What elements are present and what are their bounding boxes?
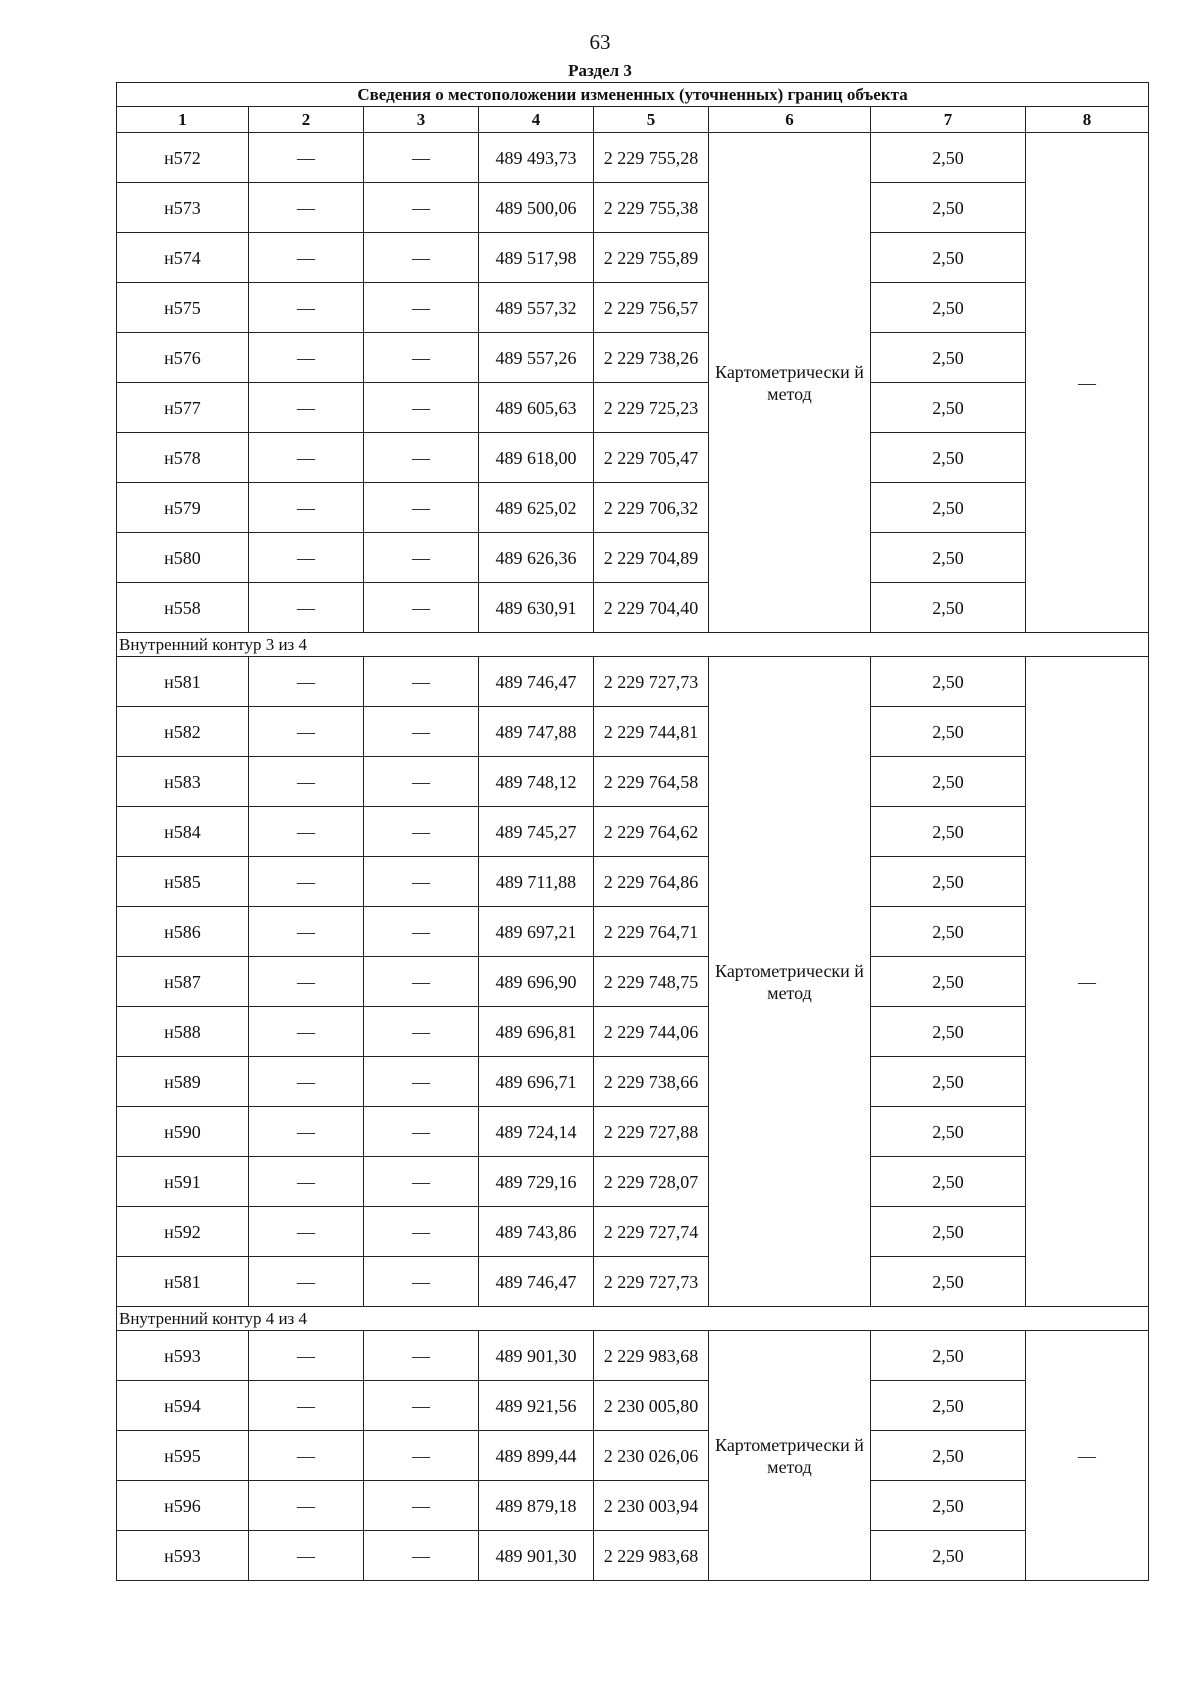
accuracy-cell: 2,50 [871,133,1026,183]
point-name-cell: н575 [117,283,249,333]
point-name-cell: н585 [117,857,249,907]
table-row [117,1431,1149,1481]
contour-caption-row [117,1307,1149,1331]
accuracy-cell: 2,50 [871,1531,1026,1581]
point-name-cell: н589 [117,1057,249,1107]
x-coordinate-cell: 489 630,91 [479,583,594,633]
y-coordinate-cell: 2 229 727,88 [594,1107,709,1157]
column-3-cell: — [364,1107,479,1157]
x-coordinate-cell: 489 724,14 [479,1107,594,1157]
column-3-cell: — [364,483,479,533]
y-coordinate-cell: 2 229 738,66 [594,1057,709,1107]
method-cell: Картометрически й метод [709,657,871,1307]
column-header: 6 [709,107,871,133]
table-row [117,807,1149,857]
column-2-cell: — [249,133,364,183]
table-row [117,1107,1149,1157]
x-coordinate-cell: 489 696,81 [479,1007,594,1057]
accuracy-cell: 2,50 [871,533,1026,583]
column-header: 7 [871,107,1026,133]
column-3-cell: — [364,1157,479,1207]
column-2-cell: — [249,583,364,633]
x-coordinate-cell: 489 729,16 [479,1157,594,1207]
point-name-cell: н574 [117,233,249,283]
column-2-cell: — [249,1057,364,1107]
point-name-cell: н596 [117,1481,249,1531]
column-3-cell: — [364,533,479,583]
x-coordinate-cell: 489 879,18 [479,1481,594,1531]
x-coordinate-cell: 489 901,30 [479,1531,594,1581]
point-name-cell: н591 [117,1157,249,1207]
accuracy-cell: 2,50 [871,1481,1026,1531]
y-coordinate-cell: 2 229 764,58 [594,757,709,807]
contour-caption: Внутренний контур 4 из 4 [117,1307,1149,1331]
x-coordinate-cell: 489 745,27 [479,807,594,857]
column-2-cell: — [249,1007,364,1057]
column-3-cell: — [364,433,479,483]
point-name-cell: н581 [117,1257,249,1307]
accuracy-cell: 2,50 [871,957,1026,1007]
column-3-cell: — [364,1207,479,1257]
y-coordinate-cell: 2 229 764,62 [594,807,709,857]
accuracy-cell: 2,50 [871,757,1026,807]
column-2-cell: — [249,433,364,483]
table-row [117,1007,1149,1057]
column-3-cell: — [364,583,479,633]
table-row [117,433,1149,483]
column-header: 4 [479,107,594,133]
table-row [117,233,1149,283]
accuracy-cell: 2,50 [871,583,1026,633]
table-row [117,857,1149,907]
point-name-cell: н593 [117,1331,249,1381]
column-2-cell: — [249,707,364,757]
table-row [117,657,1149,707]
y-coordinate-cell: 2 229 748,75 [594,957,709,1007]
accuracy-cell: 2,50 [871,1107,1026,1157]
x-coordinate-cell: 489 901,30 [479,1331,594,1381]
x-coordinate-cell: 489 747,88 [479,707,594,757]
column-2-cell: — [249,1157,364,1207]
x-coordinate-cell: 489 746,47 [479,1257,594,1307]
y-coordinate-cell: 2 229 756,57 [594,283,709,333]
method-cell: Картометрически й метод [709,133,871,633]
x-coordinate-cell: 489 557,32 [479,283,594,333]
column-8-cell: — [1026,657,1149,1307]
column-3-cell: — [364,807,479,857]
column-3-cell: — [364,957,479,1007]
accuracy-cell: 2,50 [871,1431,1026,1481]
point-name-cell: н577 [117,383,249,433]
accuracy-cell: 2,50 [871,433,1026,483]
column-2-cell: — [249,533,364,583]
column-2-cell: — [249,1257,364,1307]
column-header: 3 [364,107,479,133]
x-coordinate-cell: 489 605,63 [479,383,594,433]
accuracy-cell: 2,50 [871,233,1026,283]
table-row [117,333,1149,383]
column-3-cell: — [364,233,479,283]
y-coordinate-cell: 2 229 725,23 [594,383,709,433]
point-name-cell: н581 [117,657,249,707]
y-coordinate-cell: 2 230 005,80 [594,1381,709,1431]
column-2-cell: — [249,1381,364,1431]
table-row [117,1207,1149,1257]
x-coordinate-cell: 489 899,44 [479,1431,594,1481]
point-name-cell: н590 [117,1107,249,1157]
point-name-cell: н594 [117,1381,249,1431]
x-coordinate-cell: 489 500,06 [479,183,594,233]
contour-caption: Внутренний контур 3 из 4 [117,633,1149,657]
table-row [117,1381,1149,1431]
y-coordinate-cell: 2 229 744,81 [594,707,709,757]
column-3-cell: — [364,333,479,383]
column-2-cell: — [249,657,364,707]
accuracy-cell: 2,50 [871,657,1026,707]
table-row [117,183,1149,233]
y-coordinate-cell: 2 229 764,71 [594,907,709,957]
column-3-cell: — [364,1257,479,1307]
accuracy-cell: 2,50 [871,707,1026,757]
table-row [117,1257,1149,1307]
y-coordinate-cell: 2 229 983,68 [594,1531,709,1581]
table-row [117,707,1149,757]
point-name-cell: н587 [117,957,249,1007]
y-coordinate-cell: 2 229 727,74 [594,1207,709,1257]
column-2-cell: — [249,1531,364,1581]
table-row [117,1057,1149,1107]
x-coordinate-cell: 489 625,02 [479,483,594,533]
accuracy-cell: 2,50 [871,333,1026,383]
x-coordinate-cell: 489 921,56 [479,1381,594,1431]
column-3-cell: — [364,383,479,433]
column-3-cell: — [364,757,479,807]
column-header: 1 [117,107,249,133]
column-3-cell: — [364,1481,479,1531]
accuracy-cell: 2,50 [871,1331,1026,1381]
y-coordinate-cell: 2 230 003,94 [594,1481,709,1531]
x-coordinate-cell: 489 557,26 [479,333,594,383]
column-2-cell: — [249,857,364,907]
accuracy-cell: 2,50 [871,1007,1026,1057]
table-title: Сведения о местоположении измененных (уточненных) границ объекта [117,83,1149,107]
page-number: 63 [589,30,611,54]
point-name-cell: н595 [117,1431,249,1481]
point-name-cell: н576 [117,333,249,383]
contour-caption-row [117,633,1149,657]
accuracy-cell: 2,50 [871,807,1026,857]
column-3-cell: — [364,1531,479,1581]
table-row [117,583,1149,633]
boundary-coordinates-table [116,82,1149,1581]
x-coordinate-cell: 489 696,71 [479,1057,594,1107]
x-coordinate-cell: 489 618,00 [479,433,594,483]
table-row [117,133,1149,183]
column-2-cell: — [249,183,364,233]
point-name-cell: н572 [117,133,249,183]
accuracy-cell: 2,50 [871,857,1026,907]
table-row [117,1531,1149,1581]
y-coordinate-cell: 2 229 704,89 [594,533,709,583]
column-2-cell: — [249,1431,364,1481]
column-2-cell: — [249,907,364,957]
point-name-cell: н584 [117,807,249,857]
column-header-row [117,107,1149,133]
x-coordinate-cell: 489 696,90 [479,957,594,1007]
x-coordinate-cell: 489 746,47 [479,657,594,707]
accuracy-cell: 2,50 [871,1057,1026,1107]
point-name-cell: н580 [117,533,249,583]
accuracy-cell: 2,50 [871,1207,1026,1257]
point-name-cell: н588 [117,1007,249,1057]
x-coordinate-cell: 489 697,21 [479,907,594,957]
column-3-cell: — [364,133,479,183]
column-3-cell: — [364,183,479,233]
y-coordinate-cell: 2 229 755,38 [594,183,709,233]
x-coordinate-cell: 489 743,86 [479,1207,594,1257]
y-coordinate-cell: 2 229 755,28 [594,133,709,183]
column-header: 5 [594,107,709,133]
point-name-cell: н583 [117,757,249,807]
table-row [117,907,1149,957]
accuracy-cell: 2,50 [871,1381,1026,1431]
column-8-cell: — [1026,133,1149,633]
point-name-cell: н558 [117,583,249,633]
y-coordinate-cell: 2 229 983,68 [594,1331,709,1381]
table-row [117,483,1149,533]
column-3-cell: — [364,1057,479,1107]
column-3-cell: — [364,1431,479,1481]
column-3-cell: — [364,707,479,757]
column-2-cell: — [249,757,364,807]
column-3-cell: — [364,907,479,957]
table-row [117,383,1149,433]
accuracy-cell: 2,50 [871,1257,1026,1307]
accuracy-cell: 2,50 [871,183,1026,233]
x-coordinate-cell: 489 748,12 [479,757,594,807]
y-coordinate-cell: 2 229 764,86 [594,857,709,907]
point-name-cell: н573 [117,183,249,233]
point-name-cell: н586 [117,907,249,957]
x-coordinate-cell: 489 493,73 [479,133,594,183]
section-title: Раздел 3 [568,61,632,80]
column-2-cell: — [249,383,364,433]
column-2-cell: — [249,1107,364,1157]
table-row [117,1157,1149,1207]
column-2-cell: — [249,283,364,333]
table-row [117,1331,1149,1381]
y-coordinate-cell: 2 229 738,26 [594,333,709,383]
accuracy-cell: 2,50 [871,907,1026,957]
table-row [117,533,1149,583]
column-2-cell: — [249,483,364,533]
point-name-cell: н593 [117,1531,249,1581]
y-coordinate-cell: 2 229 744,06 [594,1007,709,1057]
y-coordinate-cell: 2 229 706,32 [594,483,709,533]
accuracy-cell: 2,50 [871,483,1026,533]
point-name-cell: н578 [117,433,249,483]
y-coordinate-cell: 2 229 728,07 [594,1157,709,1207]
y-coordinate-cell: 2 229 727,73 [594,657,709,707]
x-coordinate-cell: 489 626,36 [479,533,594,583]
column-3-cell: — [364,657,479,707]
x-coordinate-cell: 489 711,88 [479,857,594,907]
y-coordinate-cell: 2 229 755,89 [594,233,709,283]
point-name-cell: н592 [117,1207,249,1257]
y-coordinate-cell: 2 229 705,47 [594,433,709,483]
column-2-cell: — [249,1331,364,1381]
y-coordinate-cell: 2 229 727,73 [594,1257,709,1307]
point-name-cell: н579 [117,483,249,533]
column-3-cell: — [364,1331,479,1381]
column-2-cell: — [249,957,364,1007]
column-2-cell: — [249,807,364,857]
column-2-cell: — [249,1481,364,1531]
column-3-cell: — [364,283,479,333]
column-8-cell: — [1026,1331,1149,1581]
column-header: 2 [249,107,364,133]
column-header: 8 [1026,107,1149,133]
table-title-row [117,83,1149,107]
point-name-cell: н582 [117,707,249,757]
column-2-cell: — [249,1207,364,1257]
accuracy-cell: 2,50 [871,383,1026,433]
table-row [117,283,1149,333]
accuracy-cell: 2,50 [871,283,1026,333]
y-coordinate-cell: 2 229 704,40 [594,583,709,633]
table-row [117,1481,1149,1531]
column-3-cell: — [364,1381,479,1431]
table-row [117,957,1149,1007]
column-2-cell: — [249,233,364,283]
x-coordinate-cell: 489 517,98 [479,233,594,283]
method-cell: Картометрически й метод [709,1331,871,1581]
y-coordinate-cell: 2 230 026,06 [594,1431,709,1481]
column-2-cell: — [249,333,364,383]
column-3-cell: — [364,1007,479,1057]
table-row [117,757,1149,807]
column-3-cell: — [364,857,479,907]
accuracy-cell: 2,50 [871,1157,1026,1207]
